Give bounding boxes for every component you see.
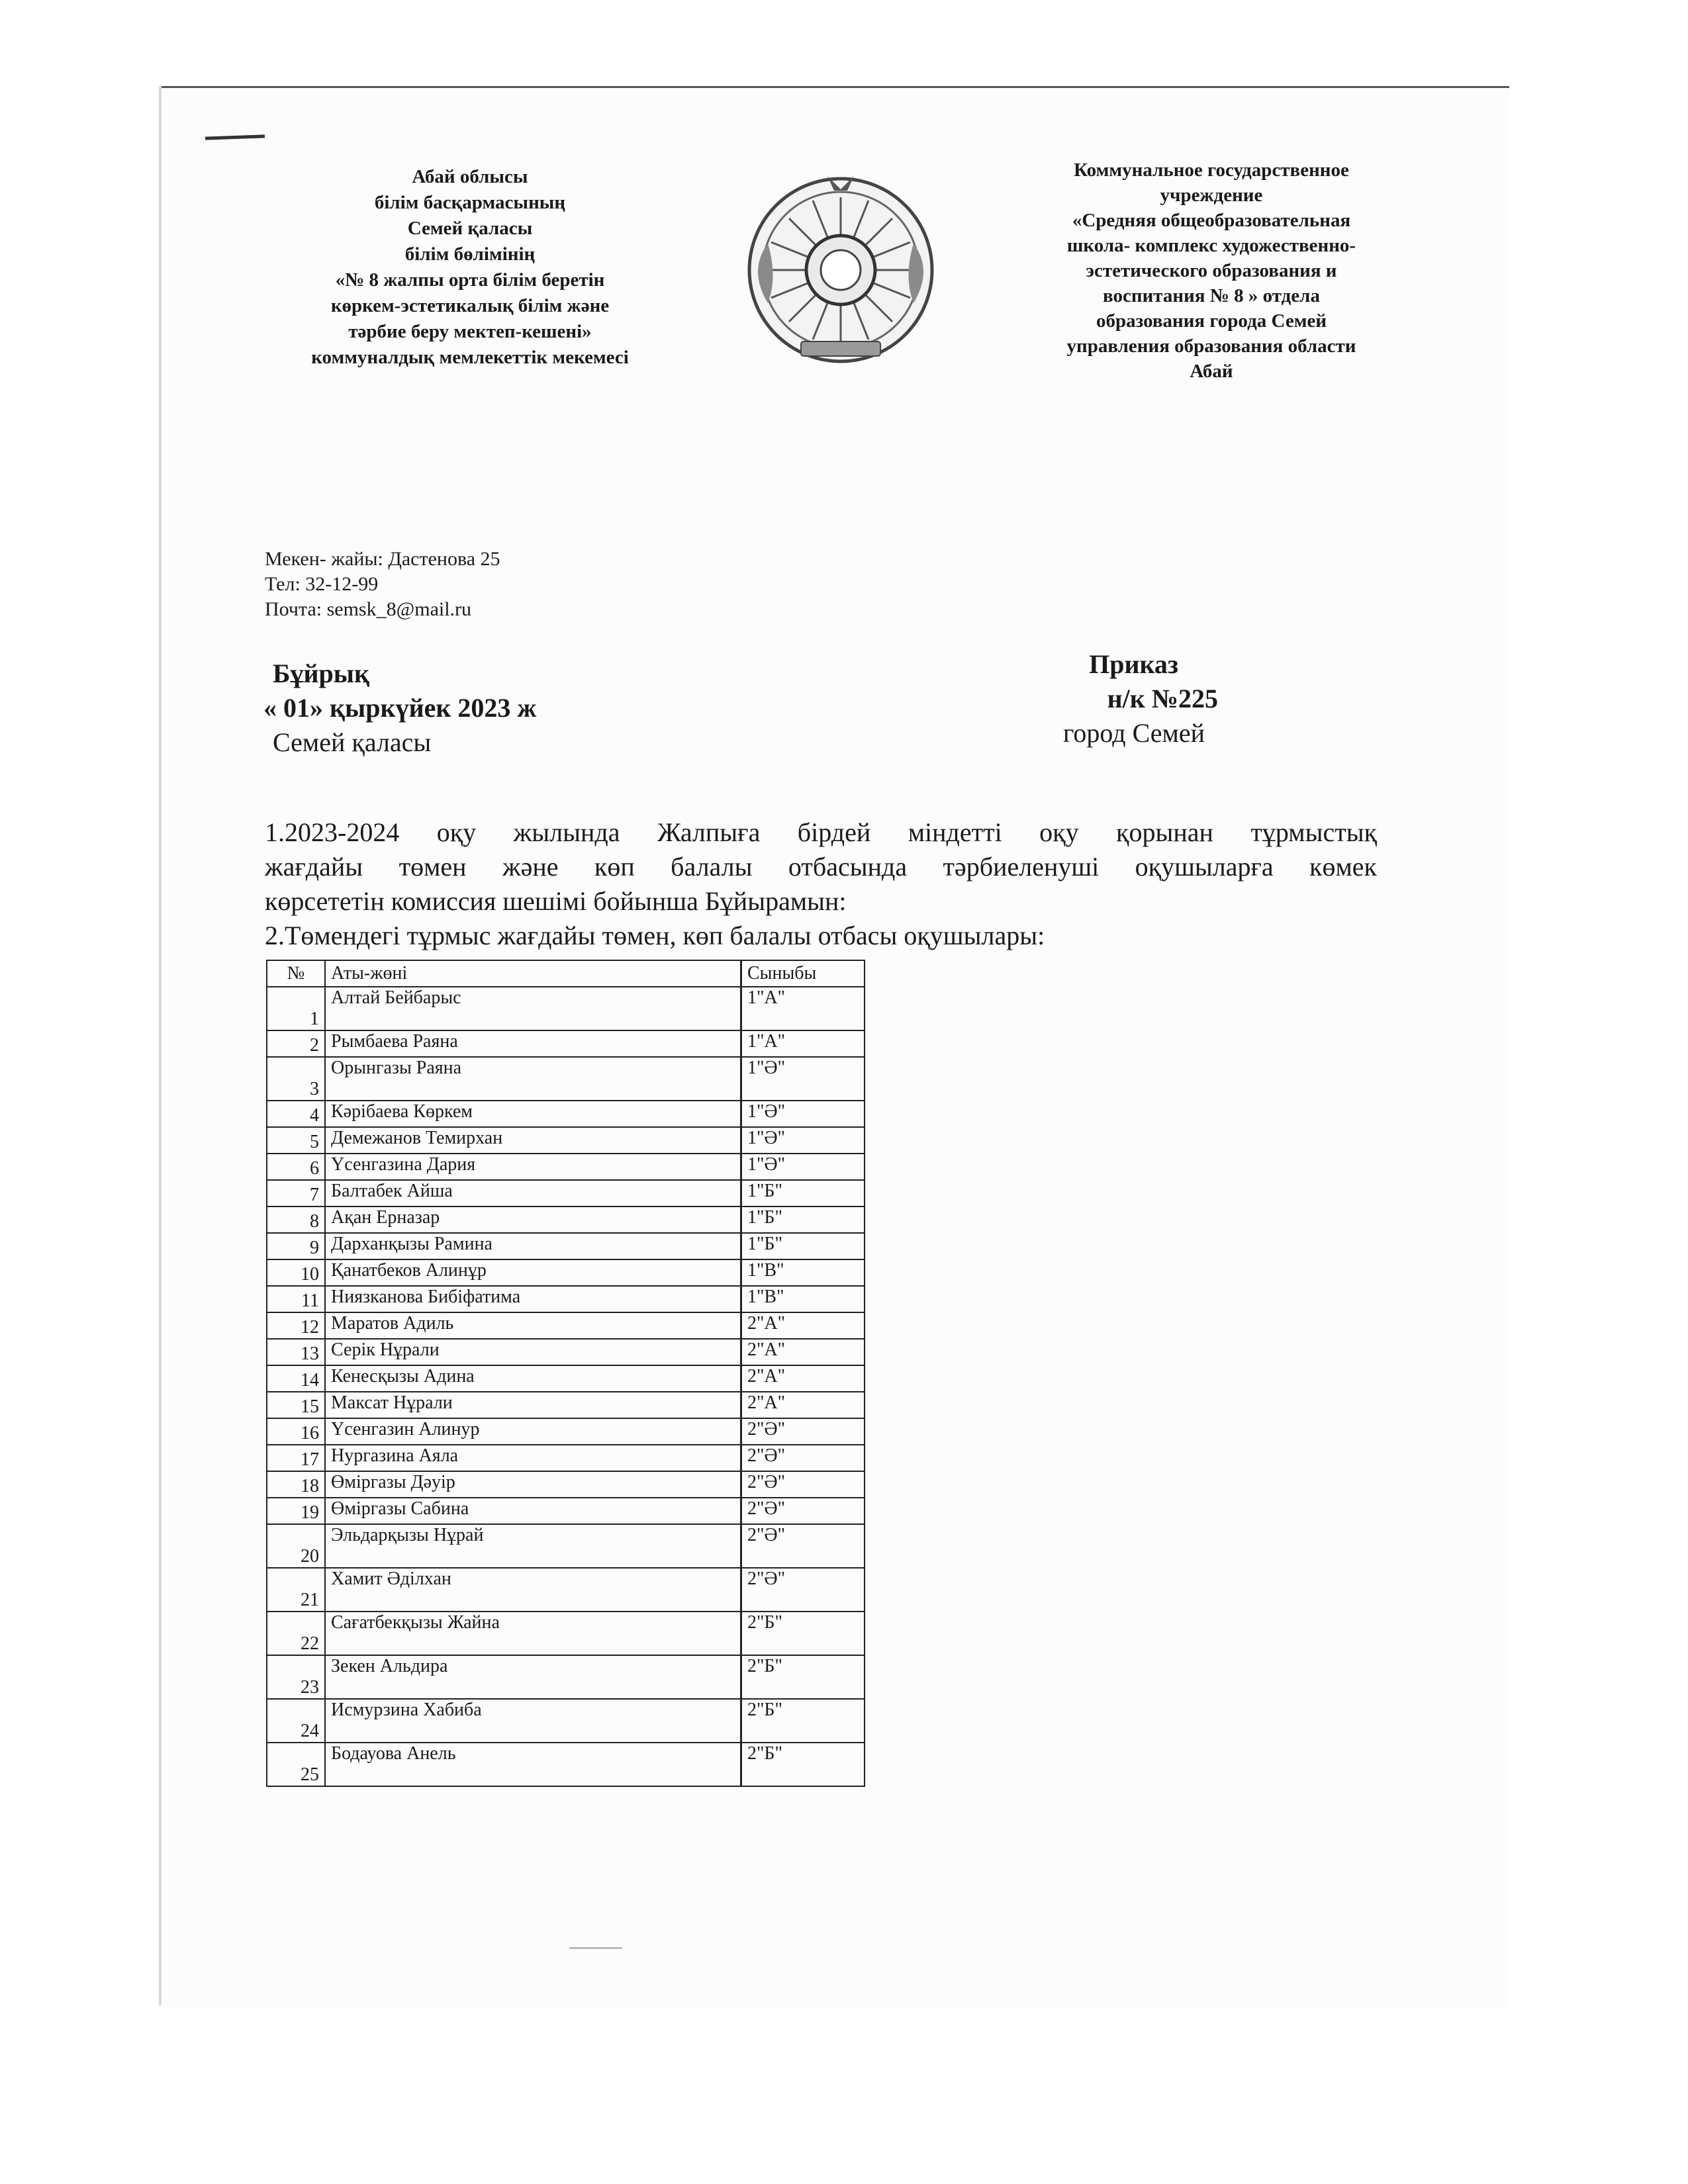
student-name: Үсенгазина Дария xyxy=(325,1154,741,1180)
row-number: 8 xyxy=(267,1206,325,1233)
student-class: 2"Ә" xyxy=(741,1445,865,1471)
student-class: 1"Ә" xyxy=(741,1127,865,1154)
table-row xyxy=(267,1259,865,1286)
row-number: 19 xyxy=(267,1498,325,1524)
row-number: 18 xyxy=(267,1471,325,1498)
student-class: 1"В" xyxy=(741,1286,865,1312)
student-name: Эльдарқызы Нұрай xyxy=(325,1524,741,1568)
student-name: Бодауова Анель xyxy=(325,1743,741,1786)
row-number: 6 xyxy=(267,1154,325,1180)
table-row xyxy=(267,1312,865,1339)
order-kz-city: Семей қаласы xyxy=(273,727,432,757)
student-name: Максат Нұрали xyxy=(325,1392,741,1418)
header-kz-line: білім бөлімінің xyxy=(404,244,536,265)
student-class: 2"Ә" xyxy=(741,1498,865,1524)
row-number: 25 xyxy=(267,1743,325,1786)
row-number: 20 xyxy=(267,1524,325,1568)
header-ru-line: образования города Семей xyxy=(1096,310,1327,332)
paragraph-last-line: көрсететін комиссия шешімі бойынша Бұйырамын: xyxy=(265,886,847,916)
header-kz-line: білім басқармасының xyxy=(374,192,566,213)
student-class: 2"Б" xyxy=(741,1699,865,1743)
row-number: 7 xyxy=(267,1180,325,1206)
order-ru-city: город Семей xyxy=(1062,718,1205,748)
table-row xyxy=(267,1365,865,1392)
header-ru-line: Коммунальное государственное xyxy=(1074,159,1349,181)
student-class: 1"А" xyxy=(741,1030,865,1057)
row-number: 5 xyxy=(267,1127,325,1154)
table-row xyxy=(267,1743,865,1786)
row-number: 12 xyxy=(267,1312,325,1339)
student-name: Рымбаева Раяна xyxy=(325,1030,741,1057)
table-row xyxy=(267,1057,865,1101)
student-name: Ақан Ерназар xyxy=(325,1206,741,1233)
student-class: 2"А" xyxy=(741,1365,865,1392)
table-row xyxy=(267,1612,865,1655)
table-row xyxy=(267,1180,865,1206)
student-class: 2"А" xyxy=(741,1339,865,1365)
table-row xyxy=(267,1233,865,1259)
order-ru-title: Приказ xyxy=(1089,649,1178,679)
header-russian xyxy=(1019,158,1403,384)
students-table xyxy=(266,960,865,1787)
table-row xyxy=(267,1655,865,1699)
header-name: Аты-жөні xyxy=(325,960,741,987)
row-number: 22 xyxy=(267,1612,325,1655)
student-class: 1"В" xyxy=(741,1259,865,1286)
header-kz-line: тәрбие беру мектеп-кешені» xyxy=(348,321,592,342)
header-kz-line: коммуналдық мемлекеттік мекемесі xyxy=(311,347,629,368)
row-number: 13 xyxy=(267,1339,325,1365)
student-name: Исмурзина Хабиба xyxy=(325,1699,741,1743)
table-row xyxy=(267,1498,865,1524)
table-row xyxy=(267,1154,865,1180)
student-name: Үсенгазин Алинур xyxy=(325,1418,741,1445)
contact-block xyxy=(265,547,500,622)
student-name: Орынгазы Раяна xyxy=(325,1057,741,1101)
row-number: 11 xyxy=(267,1286,325,1312)
table-row xyxy=(267,1339,865,1365)
row-number: 21 xyxy=(267,1568,325,1612)
header-ru-line: школа- комплекс художественно- xyxy=(1066,235,1356,256)
student-class: 2"Б" xyxy=(741,1612,865,1655)
student-class: 2"Ә" xyxy=(741,1471,865,1498)
student-name: Өміргазы Сабина xyxy=(325,1498,741,1524)
student-class: 1"Ә" xyxy=(741,1101,865,1127)
student-class: 2"Ә" xyxy=(741,1418,865,1445)
student-name: Кәрібаева Көркем xyxy=(325,1101,741,1127)
order-kz-date: « 01» қыркүйек 2023 ж xyxy=(263,693,537,723)
row-number: 14 xyxy=(267,1365,325,1392)
row-number: 10 xyxy=(267,1259,325,1286)
state-emblem-icon xyxy=(741,171,940,369)
order-ru-number: н/к №225 xyxy=(1107,684,1218,713)
table-row xyxy=(267,1445,865,1471)
email-line: Почта: semsk_8@mail.ru xyxy=(265,598,472,620)
student-class: 1"Б" xyxy=(741,1180,865,1206)
student-class: 2"Б" xyxy=(741,1743,865,1786)
paragraph-line: жағдайы төмен және көп балалы отбасында тәрбиеленуші оқушыларға көмек xyxy=(265,852,1377,882)
row-number: 1 xyxy=(267,987,325,1030)
student-name: Демежанов Темирхан xyxy=(325,1127,741,1154)
order-paragraph xyxy=(265,815,1377,884)
row-number: 2 xyxy=(267,1030,325,1057)
table-row xyxy=(267,1206,865,1233)
header-ru-line: управления образования области xyxy=(1066,336,1356,357)
address-line: Мекен- жайы: Дастенова 25 xyxy=(265,548,500,570)
row-number: 24 xyxy=(267,1699,325,1743)
order-item-2: 2.Төмендегі тұрмыс жағдайы төмен, көп балалы отбасы оқушылары: xyxy=(265,921,1045,950)
table-row xyxy=(267,1392,865,1418)
table-row xyxy=(267,1418,865,1445)
order-kz-title: Бұйрық xyxy=(273,659,370,688)
header-kz-line: Абай облысы xyxy=(412,166,528,187)
row-number: 3 xyxy=(267,1057,325,1101)
table-row xyxy=(267,987,865,1030)
page-edge-shadow xyxy=(159,86,162,2005)
student-name: Дарханқызы Рамина xyxy=(325,1233,741,1259)
student-name: Ниязканова Бибіфатима xyxy=(325,1286,741,1312)
table-row xyxy=(267,1699,865,1743)
student-class: 2"А" xyxy=(741,1312,865,1339)
student-class: 2"Ә" xyxy=(741,1524,865,1568)
phone-line: Тел: 32-12-99 xyxy=(265,573,379,595)
header-ru-line: учреждение xyxy=(1160,185,1263,206)
header-number: № xyxy=(267,960,325,987)
header-ru-line: воспитания № 8 » отдела xyxy=(1103,285,1320,306)
header-ru-line: «Средняя общеобразовательная xyxy=(1072,210,1351,231)
student-name: Серік Нұрали xyxy=(325,1339,741,1365)
header-kz-line: Семей қаласы xyxy=(407,218,533,239)
table-row xyxy=(267,1101,865,1127)
student-class: 2"А" xyxy=(741,1392,865,1418)
student-name: Алтай Бейбарыс xyxy=(325,987,741,1030)
header-class: Сыныбы xyxy=(741,960,865,987)
table-row xyxy=(267,1030,865,1057)
row-number: 16 xyxy=(267,1418,325,1445)
order-ru-block xyxy=(1033,647,1231,751)
student-class: 2"Ә" xyxy=(741,1568,865,1612)
student-name: Өміргазы Дәуір xyxy=(325,1471,741,1498)
row-number: 17 xyxy=(267,1445,325,1471)
student-name: Маратов Адиль xyxy=(325,1312,741,1339)
row-number: 15 xyxy=(267,1392,325,1418)
table-header-row xyxy=(267,960,865,987)
student-name: Хамит Әділхан xyxy=(325,1568,741,1612)
student-name: Нургазина Аяла xyxy=(325,1445,741,1471)
table-row xyxy=(267,1127,865,1154)
table-row xyxy=(267,1524,865,1568)
paragraph-line: 1.2023-2024 оқу жылында Жалпыға бірдей міндетті оқу қорынан тұрмыстық xyxy=(265,817,1377,847)
student-class: 1"Б" xyxy=(741,1233,865,1259)
row-number: 9 xyxy=(267,1233,325,1259)
header-kazakh xyxy=(238,164,702,371)
table-row xyxy=(267,1286,865,1312)
student-name: Қанатбеков Алинұр xyxy=(325,1259,741,1286)
student-class: 1"А" xyxy=(741,987,865,1030)
header-kz-line: көркем-эстетикалық білім және xyxy=(330,295,610,316)
student-class: 2"Б" xyxy=(741,1655,865,1699)
order-kz-block xyxy=(263,657,536,760)
header-kz-line: «№ 8 жалпы орта білім беретін xyxy=(335,269,605,291)
student-name: Кенесқызы Адина xyxy=(325,1365,741,1392)
header-ru-line: эстетического образования и xyxy=(1086,260,1337,281)
student-class: 1"Ә" xyxy=(741,1154,865,1180)
row-number: 4 xyxy=(267,1101,325,1127)
student-name: Балтабек Айша xyxy=(325,1180,741,1206)
header-ru-line: Абай xyxy=(1190,361,1233,382)
student-class: 1"Б" xyxy=(741,1206,865,1233)
scan-artifact xyxy=(569,1947,622,1949)
table-row xyxy=(267,1471,865,1498)
student-class: 1"Ә" xyxy=(741,1057,865,1101)
table-row xyxy=(267,1568,865,1612)
row-number: 23 xyxy=(267,1655,325,1699)
student-name: Сағатбекқызы Жайна xyxy=(325,1612,741,1655)
student-name: Зекен Альдира xyxy=(325,1655,741,1699)
